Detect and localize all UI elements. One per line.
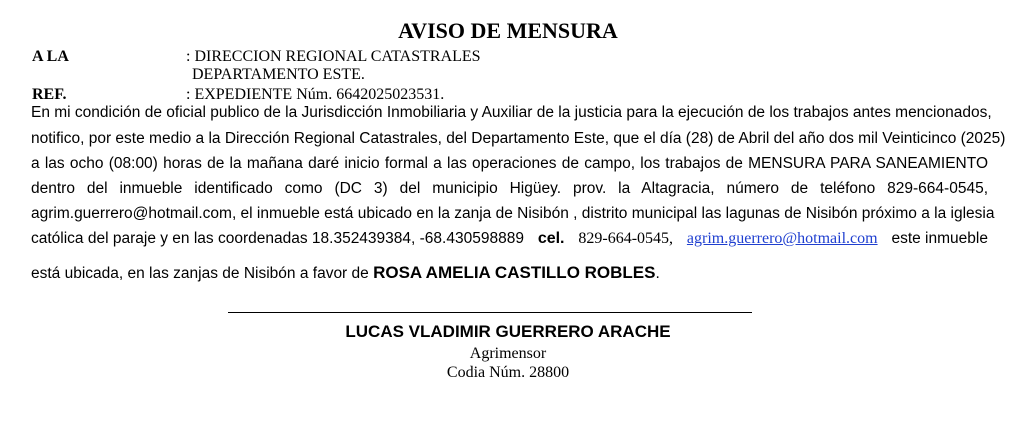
body-line: [31, 264, 988, 283]
cel-label: cel.: [537, 230, 565, 247]
period: .: [655, 265, 660, 282]
body-line: a las ocho (08:00) horas de la mañana daré inicio formal a las operaciones de campo, los trabajos de MENSURA PARA SANEAMIENTO: [31, 155, 988, 172]
body-text: está ubicada, en las zanjas de Nisibón a favor de: [31, 265, 369, 282]
addressee-label: A LA: [32, 48, 69, 65]
document-title: AVISO DE MENSURA: [398, 18, 618, 43]
body-line: agrim.guerrero@hotmail.com, el inmueble está ubicado en la zanja de Nisibón , distrito municipal las lagunas de Nisibón próximo a la iglesia: [31, 205, 995, 222]
signer-role: Agrimensor: [469, 345, 547, 362]
coordinates-text: católica del paraje y en las coordenadas 18.352439384, -68.430598889: [31, 230, 524, 247]
addressee-department: DEPARTAMENTO ESTE.: [192, 66, 365, 83]
signer-name: LUCAS VLADIMIR GUERRERO ARACHE: [345, 322, 671, 341]
addressee-value: : DIRECCION REGIONAL CATASTRALES: [186, 48, 481, 65]
signer-codia: Codia Núm. 28800: [446, 364, 570, 381]
phone-number: 829-664-0545,: [578, 230, 674, 247]
signature-line: [228, 312, 752, 313]
reference-value: : EXPEDIENTE Núm. 6642025023531.: [186, 86, 445, 103]
email-link[interactable]: agrim.guerrero@hotmail.com: [686, 230, 878, 247]
body-line: [31, 230, 988, 248]
body-line: En mi condición de oficial publico de la Jurisdicción Inmobiliaria y Auxiliar de la justicia para la ejecución de los trabajos antes mencionados,: [31, 104, 992, 121]
body-line: dentro del inmueble identificado como (DC 3) del municipio Higüey. prov. la Altagracia, número de teléfono 829-664-0545,: [31, 180, 988, 197]
reference-label: REF.: [32, 86, 67, 103]
owner-name: ROSA AMELIA CASTILLO ROBLES: [373, 263, 656, 282]
body-line: notifico, por este medio a la Dirección Regional Catastrales, del Departamento Este, que el día (28) de Abril del año dos mil Veinticinco (2025): [31, 130, 1006, 147]
body-text: este inmueble: [891, 230, 988, 247]
